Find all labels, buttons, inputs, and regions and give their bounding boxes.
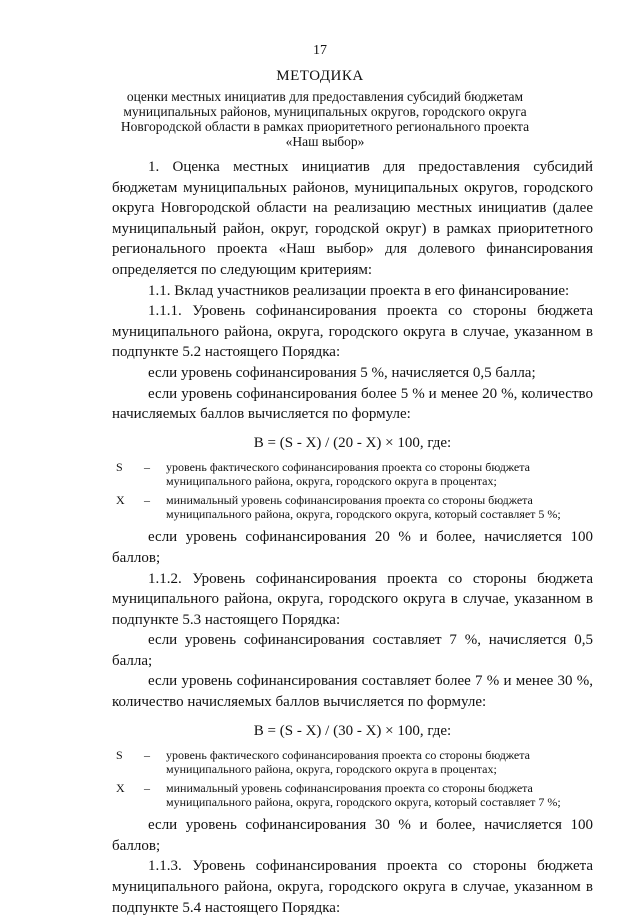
document-title: МЕТОДИКА	[276, 68, 364, 84]
formula-2: B = (S - X) / (30 - X) × 100, где:	[253, 722, 452, 739]
definition-x-1	[112, 494, 593, 521]
definition-symbol: X	[116, 781, 125, 796]
definition-text: уровень фактического софинансирования проекта со стороны бюджета муниципального района, округа, городского округа в процентах;	[166, 748, 530, 776]
definition-text: уровень фактического софинансирования проекта со стороны бюджета муниципального района, округа, городского округа в процентах;	[166, 460, 530, 488]
definition-symbol: S	[116, 460, 123, 475]
paragraph-condition-30: если уровень софинансирования 30 % и более, начисляется 100 баллов;	[112, 817, 593, 854]
definition-dash: –	[144, 460, 150, 475]
definition-s-1	[112, 461, 593, 488]
paragraph-1-1-3: 1.1.3. Уровень софинансирования проекта со стороны бюджета муниципального района, округа, городского округа в случае, указанном в подпункте 5.4 настоящего Порядка:	[112, 858, 593, 916]
definition-text: минимальный уровень софинансирования проекта со стороны бюджета муниципального района, округа, городского округа, который составляет 7 %;	[166, 781, 561, 809]
paragraph-condition-5-20: если уровень софинансирования более 5 % и менее 20 %, количество начисляемых баллов вычисляется по формуле:	[112, 385, 593, 423]
document-subtitle: оценки местных инициатив для предоставления субсидий бюджетам муниципальных районов, муниципальных округов, городского округа Новгородской области в рамках приоритетного регионального проекта «Наш выбор»	[120, 89, 530, 149]
definition-dash: –	[144, 781, 150, 796]
page-number: 17	[313, 43, 327, 58]
definition-dash: –	[144, 493, 150, 508]
paragraph-condition-5: если уровень софинансирования 5 %, начисляется 0,5 балла;	[148, 364, 536, 381]
formula-1: B = (S - X) / (20 - X) × 100, где:	[253, 434, 452, 451]
definition-symbol: X	[116, 493, 125, 508]
paragraph-1-1-1: 1.1.1. Уровень софинансирования проекта со стороны бюджета муниципального района, округа, городского округа в случае, указанном в подпункте 5.2 настоящего Порядка:	[112, 303, 593, 361]
definition-dash: –	[144, 748, 150, 763]
definition-x-2	[112, 782, 593, 809]
paragraph-condition-20: если уровень софинансирования 20 % и более, начисляется 100 баллов;	[112, 529, 593, 566]
paragraph-1: 1. Оценка местных инициатив для предоставления субсидий бюджетам муниципальных районов, муниципальных округов, городского округа Новгородской области на реализацию местных инициатив (далее муниципальный район, округ, городской округ) в рамках приоритетного регионального проекта «Наш выбор» для долевого финансирования определяется по следующим критериям:	[112, 159, 593, 278]
paragraph-1-1-2: 1.1.2. Уровень софинансирования проекта со стороны бюджета муниципального района, округа, городского округа в случае, указанном в подпункте 5.3 настоящего Порядка:	[112, 570, 593, 628]
paragraph-1-1: 1.1. Вклад участников реализации проекта в его финансирование:	[148, 282, 570, 299]
paragraph-condition-7-30: если уровень софинансирования составляет более 7 % и менее 30 %, количество начисляемых баллов вычисляется по формуле:	[112, 673, 593, 711]
paragraph-condition-7: если уровень софинансирования составляет 7 %, начисляется 0,5 балла;	[112, 632, 593, 669]
definition-symbol: S	[116, 748, 123, 763]
definition-s-2	[112, 749, 593, 776]
definition-text: минимальный уровень софинансирования проекта со стороны бюджета муниципального района, округа, городского округа, который составляет 5 %;	[166, 493, 561, 521]
document-body	[112, 157, 593, 918]
